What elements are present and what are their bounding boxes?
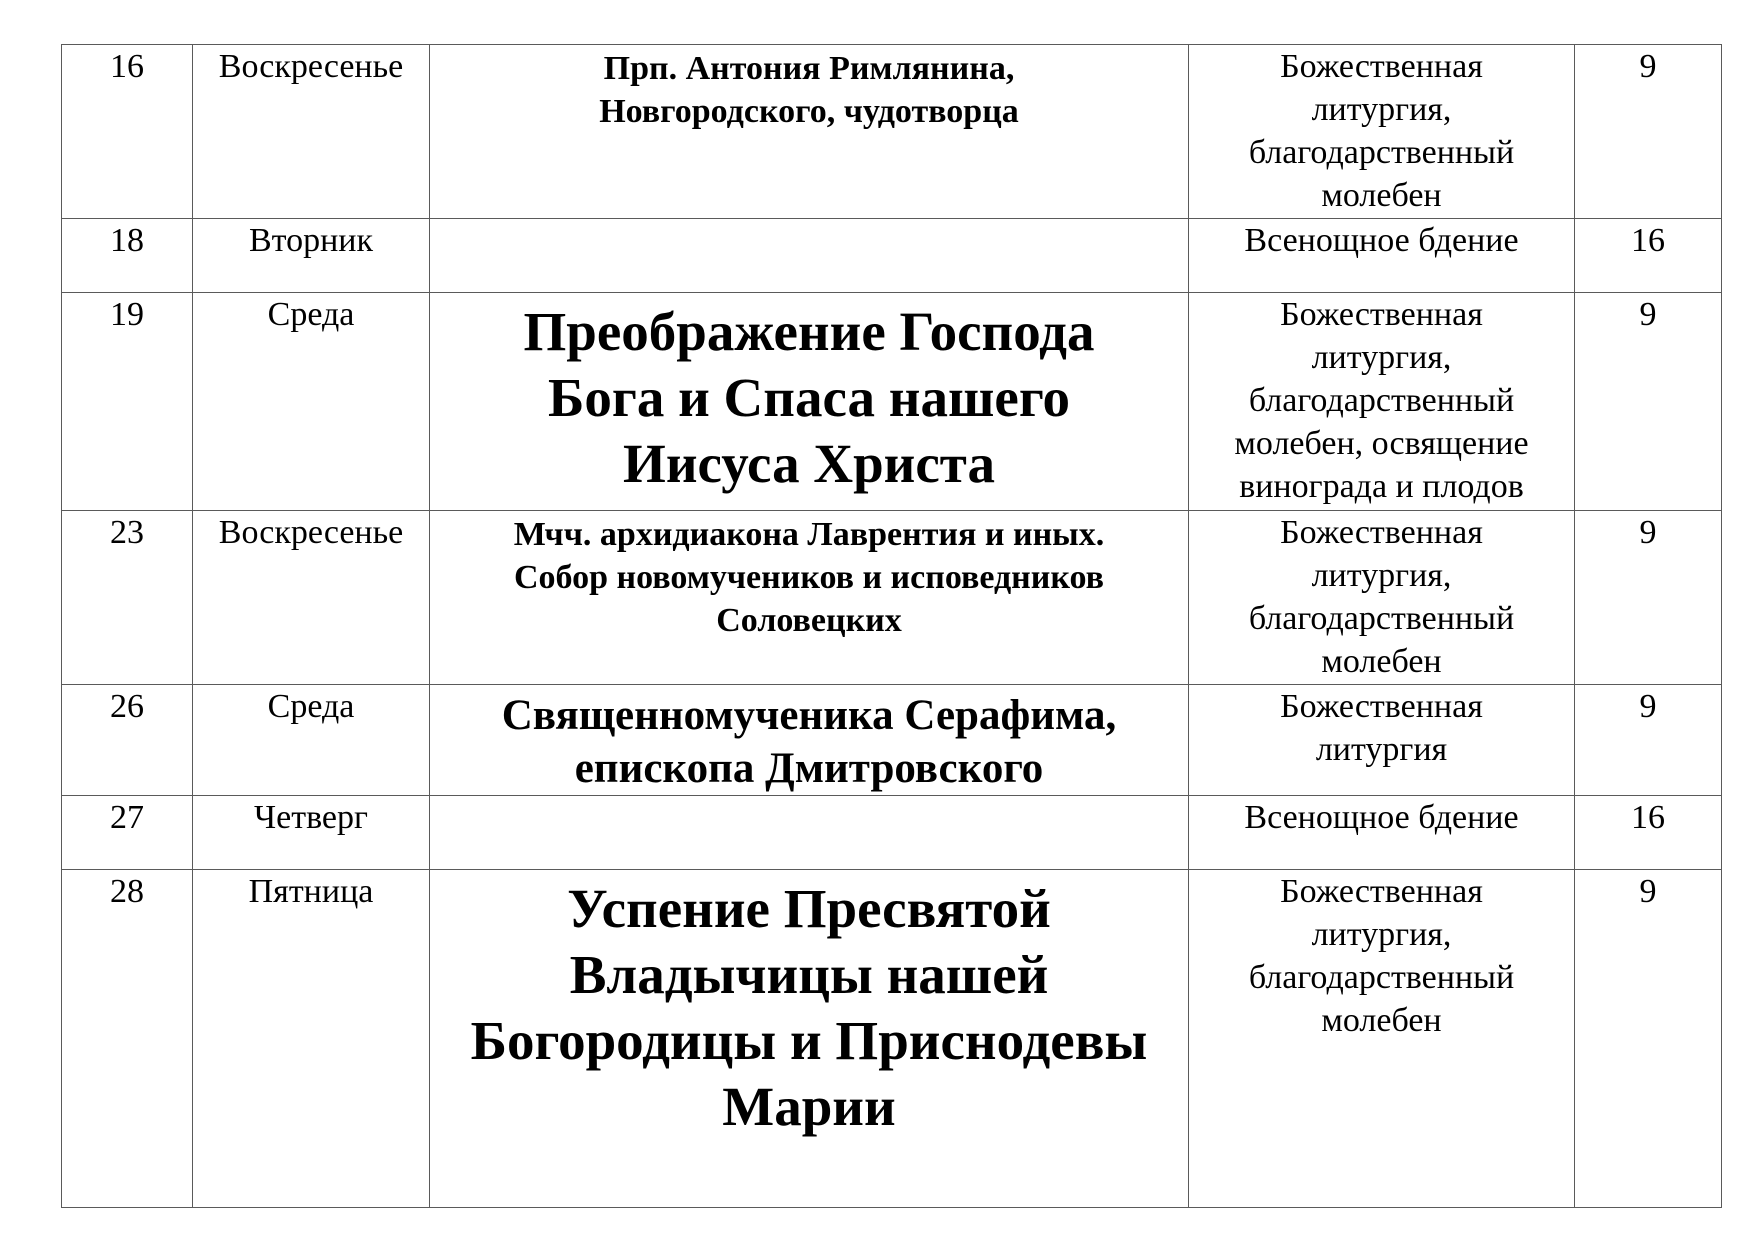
time-text: 16 (1631, 222, 1665, 259)
feast-line: Богородицы и Приснодевы (470, 1010, 1148, 1071)
weekday-cell (193, 511, 430, 685)
table-row (62, 45, 1722, 219)
service-line: молебен (1321, 1002, 1442, 1039)
date-cell (62, 685, 193, 796)
table-row (62, 796, 1722, 870)
time-cell (1575, 870, 1722, 1208)
weekday-text: Среда (267, 296, 355, 333)
service-line: литургия, (1311, 557, 1452, 594)
date-text: 23 (110, 514, 144, 551)
feast-name (430, 870, 1188, 1140)
time-cell (1575, 293, 1722, 511)
feast-line: Владычицы нашей (569, 944, 1049, 1005)
weekday-cell (193, 685, 430, 796)
time-text: 9 (1639, 688, 1657, 725)
feast-line: Успение Пресвятой (567, 878, 1051, 939)
feast-cell (430, 511, 1189, 685)
service-line: литургия, (1311, 91, 1452, 128)
weekday-text: Вторник (249, 222, 373, 259)
feast-cell (430, 870, 1189, 1208)
service-line: Всенощное бдение (1244, 799, 1519, 836)
date-text: 18 (110, 222, 144, 259)
feast-line: Священномученика Серафима, (501, 692, 1117, 739)
service-line: Божественная (1280, 514, 1483, 551)
feast-cell (430, 685, 1189, 796)
time-text: 9 (1639, 296, 1657, 333)
weekday-text: Воскресенье (218, 48, 404, 85)
service-line: благодарственный (1248, 959, 1515, 996)
date-text: 16 (110, 48, 144, 85)
service-cell (1189, 45, 1575, 219)
feast-line: Прп. Антония Римлянина, (603, 50, 1015, 87)
table-row (62, 870, 1722, 1208)
date-cell (62, 511, 193, 685)
feast-line: епископа Дмитровского (574, 745, 1044, 792)
feast-line: Соловецких (716, 602, 902, 639)
service-cell (1189, 511, 1575, 685)
weekday-cell (193, 219, 430, 293)
table-row (62, 219, 1722, 293)
feast-cell (430, 796, 1189, 870)
weekday-text: Среда (267, 688, 355, 725)
time-text: 9 (1639, 873, 1657, 910)
weekday-cell (193, 796, 430, 870)
service-cell (1189, 219, 1575, 293)
date-cell (62, 219, 193, 293)
date-cell (62, 293, 193, 511)
feast-name (430, 685, 1188, 795)
service-line: благодарственный (1248, 600, 1515, 637)
table-row (62, 511, 1722, 685)
time-cell (1575, 796, 1722, 870)
weekday-cell (193, 293, 430, 511)
service-line: Всенощное бдение (1244, 222, 1519, 259)
service-cell (1189, 870, 1575, 1208)
feast-line: Марии (722, 1076, 896, 1137)
service-line: Божественная (1280, 296, 1483, 333)
feast-name (430, 511, 1188, 642)
feast-line: Новгородского, чудотворца (599, 93, 1019, 130)
service-line: литургия (1315, 731, 1448, 768)
time-cell (1575, 45, 1722, 219)
service-line: молебен (1321, 643, 1442, 680)
feast-name (430, 45, 1188, 133)
time-cell (1575, 219, 1722, 293)
feast-line: Иисуса Христа (623, 433, 995, 494)
table-row (62, 685, 1722, 796)
service-cell (1189, 796, 1575, 870)
service-line: Божественная (1280, 688, 1483, 725)
feast-cell (430, 293, 1189, 511)
service-line: благодарственный (1248, 382, 1515, 419)
service-line: литургия, (1311, 339, 1452, 376)
date-cell (62, 45, 193, 219)
feast-line: Мчч. архидиакона Лаврентия и иных. (513, 516, 1105, 553)
service-line: молебен, освящение (1234, 425, 1529, 462)
feast-line: Преображение Господа (523, 301, 1095, 362)
time-cell (1575, 685, 1722, 796)
date-text: 27 (110, 799, 144, 836)
service-line: молебен (1321, 177, 1442, 214)
table-row (62, 293, 1722, 511)
feast-cell (430, 45, 1189, 219)
date-text: 26 (110, 688, 144, 725)
time-text: 16 (1631, 799, 1665, 836)
weekday-cell (193, 45, 430, 219)
service-line: благодарственный (1248, 134, 1515, 171)
schedule-table (61, 44, 1722, 1208)
date-cell (62, 796, 193, 870)
service-cell (1189, 293, 1575, 511)
weekday-text: Четверг (254, 799, 368, 836)
date-text: 19 (110, 296, 144, 333)
weekday-text: Пятница (248, 873, 374, 910)
time-cell (1575, 511, 1722, 685)
weekday-cell (193, 870, 430, 1208)
date-cell (62, 870, 193, 1208)
feast-cell (430, 219, 1189, 293)
feast-name (430, 293, 1188, 497)
time-text: 9 (1639, 514, 1657, 551)
date-text: 28 (110, 873, 144, 910)
service-line: винограда и плодов (1239, 468, 1524, 505)
feast-line: Бога и Спаса нашего (548, 367, 1070, 428)
service-line: литургия, (1311, 916, 1452, 953)
feast-line: Собор новомучеников и исповедников (513, 559, 1105, 596)
service-line: Божественная (1280, 873, 1483, 910)
time-text: 9 (1639, 48, 1657, 85)
service-line: Божественная (1280, 48, 1483, 85)
weekday-text: Воскресенье (218, 514, 404, 551)
service-cell (1189, 685, 1575, 796)
